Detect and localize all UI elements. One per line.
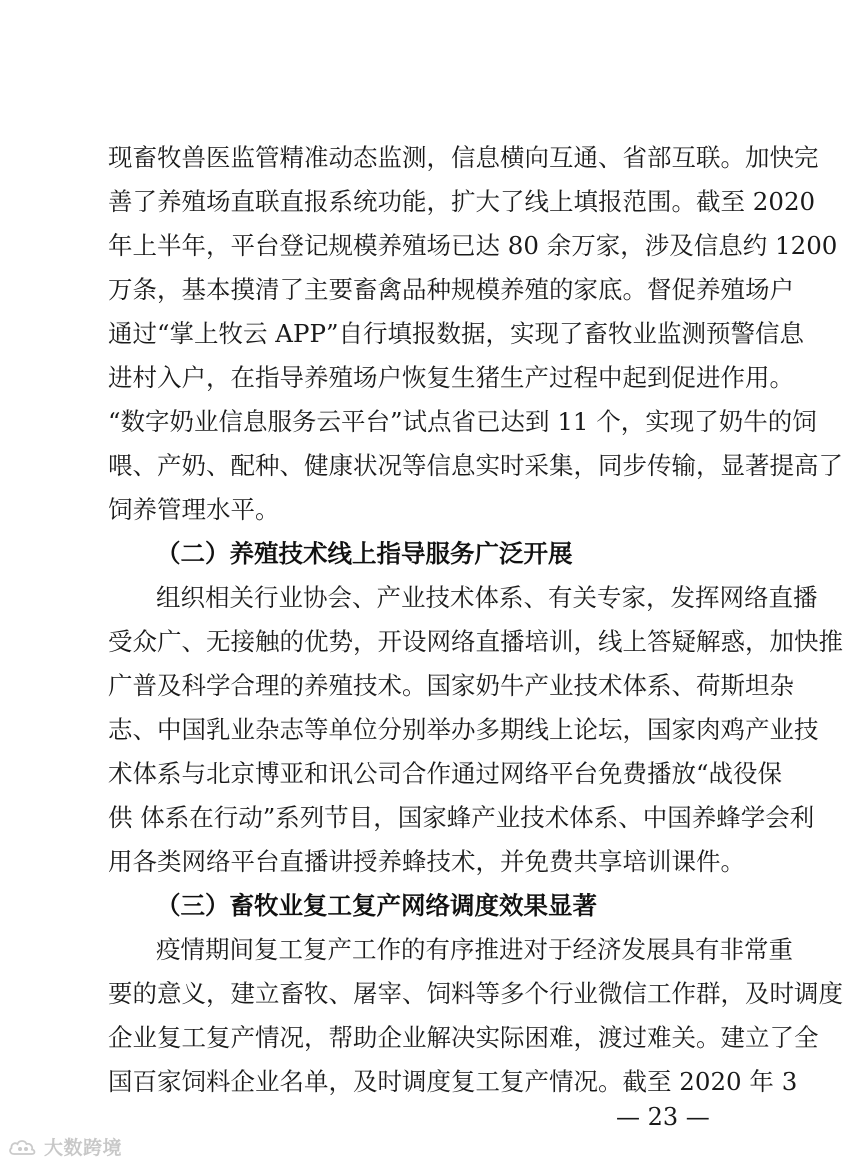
paragraph-2-line-3: 广普及科学合理的养殖技术。国家奶牛产业技术体系、荷斯坦杂 bbox=[108, 671, 794, 700]
paragraph-3-line-2: 要的意义，建立畜牧、屠宰、饲料等多个行业微信工作群，及时调度 bbox=[108, 979, 843, 1008]
paragraph-2-line-4: 志、中国乳业杂志等单位分别举办多期线上论坛，国家肉鸡产业技 bbox=[108, 715, 819, 744]
paragraph-3-line-3: 企业复工复产情况，帮助企业解决实际困难，渡过难关。建立了全 bbox=[108, 1023, 819, 1052]
cloud-logo-icon bbox=[8, 1137, 38, 1159]
paragraph-1-line-6: 进村入户，在指导养殖场户恢复生猪生产过程中起到促进作用。 bbox=[108, 363, 794, 392]
paragraph-1-line-8: 喂、产奶、配种、健康状况等信息实时采集，同步传输，显著提高了 bbox=[108, 451, 843, 480]
paragraph-2-line-2: 受众广、无接触的优势，开设网络直播培训，线上答疑解惑，加快推 bbox=[108, 627, 843, 656]
paragraph-1-line-2: 善了养殖场直联直报系统功能，扩大了线上填报范围。截至 2020 bbox=[108, 187, 816, 216]
watermark-text: 大数跨境 bbox=[44, 1137, 123, 1159]
watermark bbox=[8, 1135, 122, 1161]
paragraph-2-line-5: 术体系与北京博亚和讯公司合作通过网络平台免费播放“战役保 bbox=[108, 759, 783, 788]
section-heading-3: （三）畜牧业复工复产网络调度效果显著 bbox=[156, 891, 597, 920]
section-heading-2: （二）养殖技术线上指导服务广泛开展 bbox=[156, 539, 573, 568]
paragraph-2-line-7: 用各类网络平台直播讲授养蜂技术，并免费共享培训课件。 bbox=[108, 847, 745, 876]
paragraph-1-line-7: “数字奶业信息服务云平台”试点省已达到 11 个，实现了奶牛的饲 bbox=[108, 407, 817, 436]
paragraph-1-line-5: 通过“掌上牧云 APP”自行填报数据，实现了畜牧业监测预警信息 bbox=[108, 319, 804, 348]
paragraph-3-line-1: 疫情期间复工复产工作的有序推进对于经济发展具有非常重 bbox=[156, 935, 793, 964]
paragraph-1-line-9: 饲养管理水平。 bbox=[108, 495, 280, 524]
paragraph-2-line-6: 供 体系在行动”系列节目，国家蜂产业技术体系、中国养蜂学会利 bbox=[108, 803, 815, 832]
paragraph-1-line-1: 现畜牧兽医监管精准动态监测，信息横向互通、省部互联。加快完 bbox=[108, 143, 819, 172]
paragraph-3-line-4: 国百家饲料企业名单，及时调度复工复产情况。截至 2020 年 3 bbox=[108, 1067, 798, 1096]
paragraph-1-line-4: 万条，基本摸清了主要畜禽品种规模养殖的家底。督促养殖场户 bbox=[108, 275, 794, 304]
paragraph-1-line-3: 年上半年，平台登记规模养殖场已达 80 余万家，涉及信息约 1200 bbox=[108, 231, 838, 260]
page-number: — 23 — bbox=[616, 1103, 710, 1131]
paragraph-2-line-1: 组织相关行业协会、产业技术体系、有关专家，发挥网络直播 bbox=[156, 583, 818, 612]
